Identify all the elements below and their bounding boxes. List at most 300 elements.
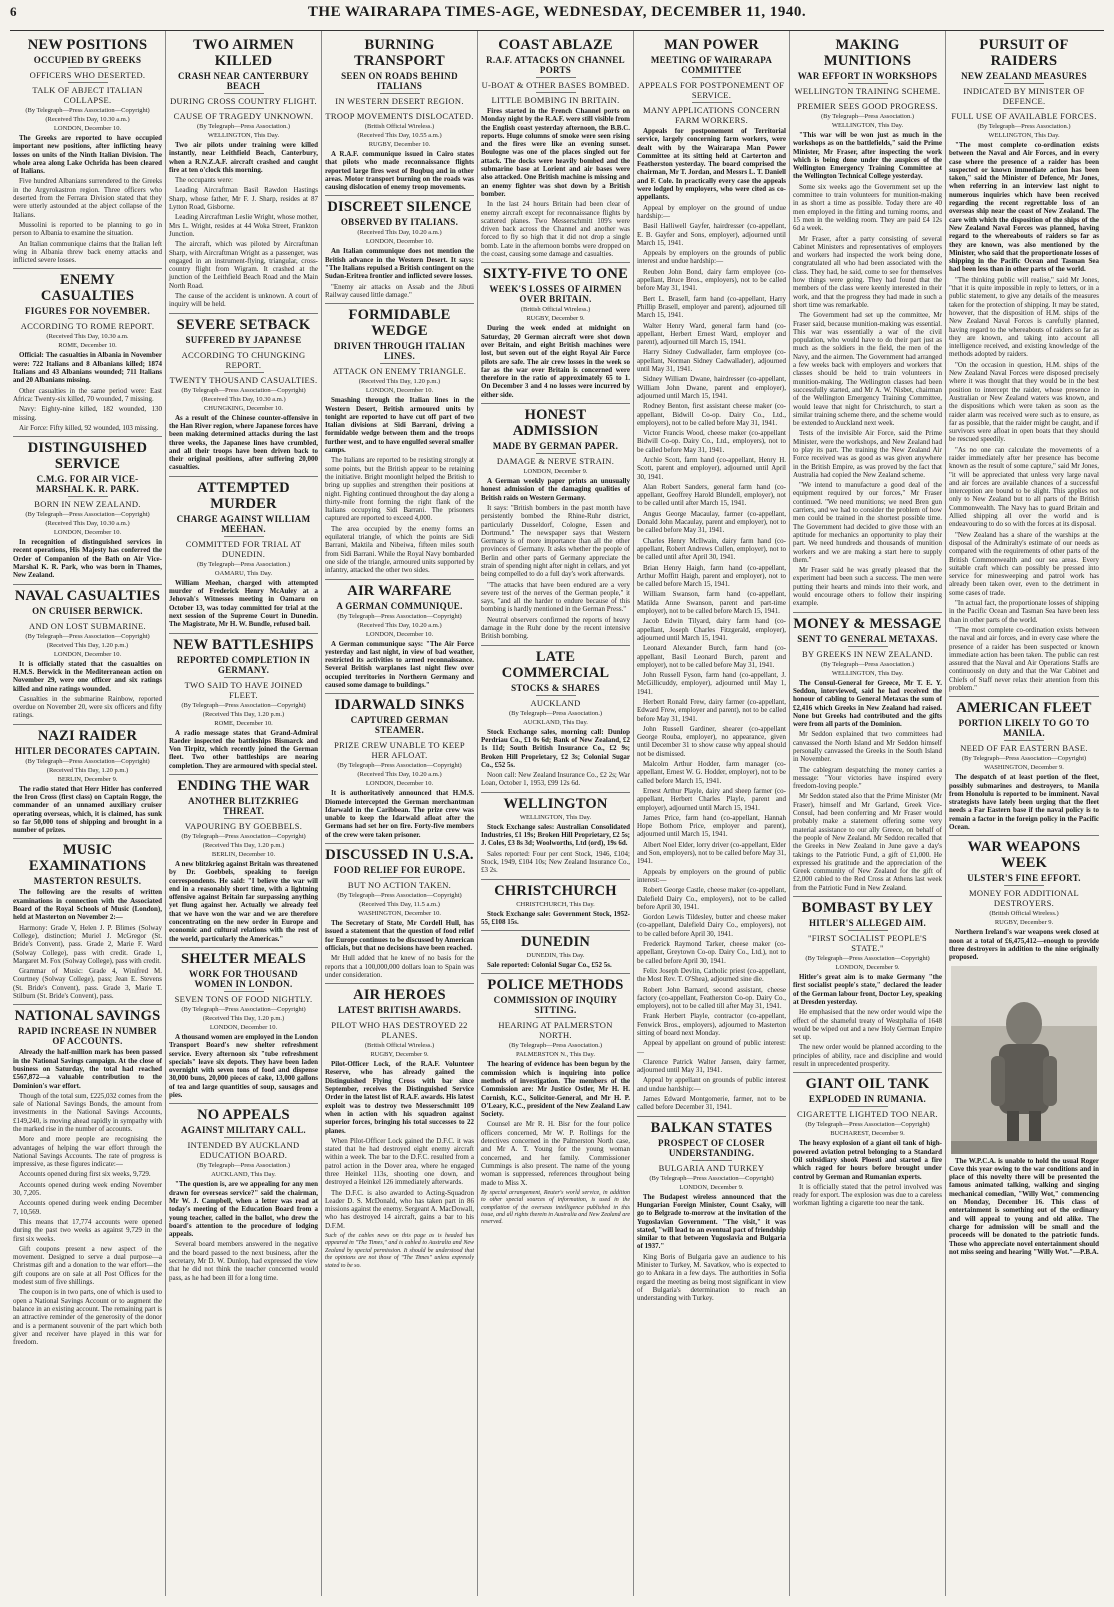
subhead-divider [1004,885,1044,886]
article-subhead: INTENDED BY AUCKLAND EDUCATION BOARD. [187,1140,300,1161]
portrait-photo [951,966,1097,1154]
article-headline: ATTEMPTED MURDER [169,476,318,512]
dateline: LONDON, December 10. [53,125,122,132]
dateline: (By Telegraph—Press Association.) [196,560,291,568]
article-paragraph: In the last 24 hours Britain had been clear of enemy aircraft except for reconnaissance flights by scattered planes. Two Messerschmitt 109's were driven back across the Channel and another was forced to fly so high that it did not drop a single bomb. Late in the afternoon bombs were dropped on the coast, causing some damage and casualties. [481,200,630,259]
article-paragraph: Harmony: Grade V, Helen J. P. Blimes (Solway College), distinction; Muriel J. McGregor (St. Bride's Convent), pass. Grade 2, Marie F. Ward (Solway College), pass with credit. Grade 1, Margaret M. Fox (Solway College), pass with credit. [13,923,162,965]
article-paragraph: "This war will be won just as much in the workshops as on the battlefields," said the Prime Minister, Mr Fraser, after inspecting the work which is being done under the auspices of the Wellington Emergency Training Committee at the Wellington Technical College yesterday. [793,131,942,181]
article-subhead: PREMIER SEES GOOD PROGRESS. [797,101,938,111]
article [13,1004,162,1346]
article-paragraph: William Swanson, farm hand (co-appellant, Matilda Anne Swanson, parent and part-time employer), not to be called before March 15, 1941. [637,590,786,616]
article-paragraph: King Boris of Bulgaria gave an audience to his Minister to Turkey, M. Savatkov, who is expected to go to Ankara in a few days. The authorities in Sofia regard the meeting as being most significant in view of Bulgaria's determination to reach an understanding with Turkey. [637,1252,786,1303]
article-subhead: FOOD RELIEF FOR EUROPE. [333,865,466,876]
article-paragraph: The following are the results of written examinations in connection with the Associated Board of the Royal Schools of Music (London), held at Masterton on November 2:— [13,888,162,922]
dateline: RUGBY, December 10. [368,141,431,148]
article-paragraph: Sales reported: Four per cent Stock, 1946, £104; Stock, 1949, £104 10s; New Zealand Insurance Co., £3 2s. [481,849,630,875]
article-paragraph: As a result of the Chinese counter-offensive in the Han River region, where Japanese forces have been making determined attacks during the last three weeks, the Japanese lines have crumbled, and all their troops have been driven back to their original positions, after suffering 20,000 casualties. [169,413,318,472]
article-subhead: VAPOURING BY GOEBBELS. [184,820,303,831]
article-subhead: SEEN ON ROADS BEHIND ITALIANS [341,71,458,91]
article-paragraph: Five hundred Albanians surrendered to the Greeks in the Argyrokastron region. Three officers who deserted from the Ferrara Division stated that they were utterly astounded at the abject collapse of the Italians. [13,177,162,219]
article [481,879,630,927]
article-paragraph: It is officially stated that the casualties on H.M.S. Berwick in the Mediterranean action on November 29, were one officer and six ratings killed and nine ratings wounded. [13,659,162,693]
article-paragraph: Two air pilots under training were killed instantly, near Leithfield Beach, Canterbury, when a R.N.Z.A.F. aircraft crashed and caught fire at ten o'clock this morning. [169,141,318,174]
article-paragraph: He emphasised that the new order would wipe the effect of the shameful treaty of Westphalia of 1648 would be wiped out and a new Holy German Empire set up. [793,1008,942,1042]
subhead-divider [380,737,420,738]
article-subhead: ANOTHER BLITZKRIEG THREAT. [188,795,299,816]
article [793,1072,942,1207]
article-subhead: AUCKLAND [530,697,581,708]
dateline: WASHINGTON, December 10. [358,910,441,918]
dateline: BERLIN, December 9. [57,775,118,783]
dateline: (By Telegraph—Press Association—Copyright) [805,1121,930,1129]
article-subhead: LATEST BRITISH AWARDS. [337,1005,462,1016]
dateline: LONDON, December 9. [835,964,900,972]
article-subhead: SUFFERED BY JAPANESE [185,334,302,345]
subhead-divider [848,646,888,647]
article-paragraph: Gordon Lewis Tildesley, butter and cheese maker (co-appellant, Dalefield Dairy Co., employers), not to be called before April 30, 1941. [637,913,786,938]
article-subhead: OCCUPIED BY GREEKS [33,55,142,65]
article-headline: SEVERE SETBACK [169,313,318,333]
article-headline: AIR WARFARE [325,579,474,599]
article [13,268,162,432]
column-3 [322,31,478,1596]
subhead-divider [536,695,576,696]
article-subhead: STOCKS & SHARES [511,682,600,693]
article-subhead: ON CRUISER BERWICK. [32,605,143,616]
dateline: WASHINGTON, December 9. [984,764,1064,772]
article-paragraph: John Russell Fyson, farm hand (co-appellant, J. McGillicuddy, employer), adjourned until May 1, 1941. [637,671,786,696]
article-paragraph: Stock Exchange sales: Australian Consolidated Industries, £1 19s; Broken Hill Proprietary, £2 5s; J. Coles, £3 8s 3d; Woolworths, Ltd (ord), 19s 6d. [481,822,630,848]
article-subhead: MEETING OF WAIRARAPA COMMITTEE [650,55,773,75]
article [637,1116,786,1303]
article [949,696,1099,831]
dateline: (By Telegraph—Press Association.) [196,123,291,130]
article-paragraph: This means that 17,774 accounts were opened during the past two weeks as against 9,729 in the first six weeks. [13,1217,162,1243]
article-paragraph: The Budapest wireless announced that the Hungarian Foreign Minister, Count Csaky, will go to Belgrade to-morrow at the invitation of the Yugoslavian Government. "The visit," it was stated, "will lead to an eventual pact of friendship similar to that between Yugoslavia and Bulgaria of 1937." [637,1192,786,1251]
article-subhead: TWO SAID TO HAVE JOINED FLEET. [184,679,303,700]
dateline: (Received This Day, 1.20 p.m.) [202,841,285,849]
article-headline: AMERICAN FLEET [949,696,1099,716]
article-subhead: NEW ZEALAND MEASURES [961,71,1087,81]
article-subhead: BORN IN NEW ZEALAND. [34,499,141,510]
article [325,983,474,1270]
dateline: WELLINGTON, This Day. [988,132,1060,139]
article-paragraph: Angus George Macaulay, farmer (co-appellant, Donald John Macaulay, parent and employer), not to be called before May 31, 1941. [637,509,786,535]
article-paragraph: Already the half-million mark has been passed in the National Savings campaign. At the close of business on Saturday, the total had reached £567,872—a valuable contribution to the Dominion's war effort. [13,1048,162,1090]
dateline: LONDON, December 10. [53,650,122,658]
page-number: 6 [10,4,17,19]
article-headline: TWO AIRMEN KILLED [193,37,294,69]
subhead-divider [224,372,264,373]
article-headline: BURNING TRANSPORT [354,37,445,69]
article-headline: NATIONAL SAVINGS [13,1004,162,1024]
article-paragraph: Charles Henry McIlwain, dairy farm hand (co-appellant, Robert Andrews Cullen, employer), not to be called until after April 30, 1941. [637,536,786,562]
dateline: (Received This Day, 10.20 a.m.) [357,229,442,237]
dateline: (Received This Day, 1.20 p.m.) [358,378,441,386]
article-paragraph: The D.F.C. is also awarded to Acting-Squadron Leader D. S. McDonald, who has taken part in 86 missions against the enemy. Sergeant A. MacDowall, who has destroyed 14 aircraft, gains a bar to his D.F.M. [325,1188,474,1230]
article-subhead: WORK FOR THOUSAND WOMEN IN LONDON. [189,968,298,989]
dateline: OAMARU, This Day. [214,569,273,577]
article [949,835,1099,961]
article-paragraph: Robert John Barnard, second assistant, cheese factory (co-appellant, Featherston Co-op. Dairy Co., employers), not to be called till after May 31, 1941. [637,985,786,1011]
column-2 [166,31,322,1596]
article-subhead: MANY APPLICATIONS CONCERN FARM WORKERS. [642,105,781,125]
article-headline: IDARWALD SINKS [325,693,474,713]
subhead-divider [68,618,108,619]
dateline: LONDON, December 10. [365,387,434,395]
article-subhead: LITTLE BOMBING IN BRITAIN. [491,95,620,105]
article [325,843,474,979]
article-paragraph: Albert Noel Elder, lorry driver (co-appellant, Elder and Son, employers), not to be called before May 31, 1941. [637,840,786,866]
article-paragraph: "On the occasion in question, H.M. ships of the New Zealand Naval Forces were disposed precisely where it was thought that they would be in the best position to intercept the raider, whose presence in Australian or New Zealand waters was known, and the dispositions which were taken as soon as the raider alarm was received were such as to ensure, as far as possible, that the raider might be caught, and if survivors were afloat in open boats that they should be rescued speedily. [949,360,1099,444]
dateline: LONDON, December 10. [53,529,122,537]
column-footnote: By special arrangement, Reuter's world service, in addition to other special sources of information, is used in the compilation of the overseas intelligence published in this issue, and all rights therein in Australia and New Zealand are reserved. [481,1189,630,1226]
article-paragraph: Mr Fraser, after a party consisting of several Cabinet Ministers and representatives of employers and workers had inspected the work being done, congratulated all who had been associated with the class. They had, he said, come to see for themselves how things were going. They had found that the members of the class were keenly interested in their work, and that the progress they had made in such a short time was remarkable. [793,234,942,309]
article-subhead: HITLER'S ALLEGED AIM. [808,918,927,929]
dateline: WELLINGTON, This Day. [207,132,280,139]
dateline: (By Telegraph—Press Association.) [196,1162,291,1170]
subhead-divider [692,77,732,78]
article-paragraph: Official: The casualties in Albania in November were: 722 Italians and 8 Albanians killed; 1874 Italians and 43 Albanians wounded; 711 Italians and 20 Albanians missing. [13,351,162,385]
article-headline: DISTINGUISHED SERVICE [13,436,162,472]
article-paragraph: It is authoritatively announced that H.M.S. Diomede intercepted the German merchantman Idarwald in the Caribbean. The prize crew was unable to keep the Idarwald afloat after the Germans had set her on fire. Forty-five members of the crew were taken prisoner. [325,789,474,839]
article [325,693,474,839]
article [481,792,630,875]
article-subhead: ACCORDING TO ROME REPORT. [20,321,155,332]
subhead-divider [692,1160,732,1161]
article-paragraph: "The question is, are we appealing for any men drawn for overseas service?" said the chairman, Mr W. J. Campbell, when a letter was read at today's meeting of the Education Board from a young teacher, called in the ballot, who drew the board's attention to the procedure of lodging appeals. [169,1180,318,1239]
article-subhead: BY GREEKS IN NEW ZEALAND. [802,648,933,659]
article-paragraph: The Government had set up the committee, Mr Fraser said, because munition-making was essential. This war was essentially a war of the civil population, who would have to do their part just as much as the soldiers in the field, the men of the Navy, and the airmen. The Government had arranged a few weeks back with employers and workers that classes should be held to train volunteers in munition-making. The Wellington classes had been successfully started, and Mr A. W. Nisbet, chairman of the Wellington Emergency Training Committee, would leave that night for Christchurch, to start a similar training scheme there, and the scheme would be extended to Auckland next week. [793,311,942,428]
article [13,436,162,579]
portrait-photo-image [951,966,1097,1154]
article-paragraph: Navy: Eighty-nine killed, 182 wounded, 130 missing. [13,405,162,422]
article-headline: SIXTY-FIVE TO ONE [481,262,630,282]
article [481,403,630,641]
article-subhead: HEARING AT PALMERSTON NORTH. [498,1020,613,1041]
article-paragraph: Though of the total sum, £225,032 comes from the sale of National Savings Bonds, the amount from investments in the National Savings Accounts, £149,240, is moving ahead rapidly in sympathy with the marked rise in the number of accounts. [13,1091,162,1133]
article-paragraph: Sale reported: Colonial Sugar Co., £52 5s. [487,961,612,970]
article-subhead: BULGARIA AND TURKEY [658,1162,765,1173]
dateline: LONDON, December 10. [365,780,434,788]
article-paragraph: Northern Ireland's war weapons week closed at noon at a total of £6,475,412—enough to provide three destroyers in addition to the nine originally proposed. [949,928,1099,962]
subhead-divider [224,1137,264,1138]
article-paragraph: "As no one can calculate the movements of a raider immediately after her presence has become known as the result of some capture," said Mr Jones, "it will be appreciated that unless very large naval and air forces are available chances of a successful interception are bound to be slight. This applies not only to New Zealand but to all parts of the British Commonwealth. The Navy has to guard Britain and Allied shipping all over the world and is endeavouring to do so with the forces at its disposal. [949,445,1099,529]
article-paragraph: Accounts opened during week ending December 7, 10,569. [13,1199,162,1216]
article-paragraph: Appeals by employers on the ground of public interest:— [637,867,786,884]
article-subhead: ACCORDING TO CHUNGKING REPORT. [181,349,306,370]
subhead-divider [848,1106,888,1107]
article-paragraph: Hitler's great aim is to make Germany "the first socialist people's state," declared the leader of the German labour front, Doctor Ley, speaking at Dresden yesterday. [793,973,942,1006]
article-paragraph: The coupon is in two parts, one of which is used to open a National Savings Account or to augment the balance in an existing account. The remaining part is an attractive reminder of the generosity of the donor and is a permanent souvenir of the part which both giver and receiver have played in this war for freedom. [13,1288,162,1347]
subhead-divider [1004,83,1044,84]
article-headline: GIANT OIL TANK [793,1072,942,1092]
article-subhead: APPEALS FOR POSTPONEMENT OF SERVICE. [638,80,785,100]
article-paragraph: When Pilot-Officer Lock gained the D.F.C. it was stated that he had destroyed eight enemy aircraft within a week. The bar to the D.F.C. resulted from a patrol action in the Dover area, where he engaged three Heinkel 113s, shooting one down, and destroyed a Heinkel 126 immediately afterwards. [325,1136,474,1187]
article-headline: CHRISTCHURCH [481,879,630,899]
article-paragraph: "Enemy air attacks on Assab and the Jibuti Railway caused little damage." [325,282,474,299]
dateline: (Received This Day, 10.30 a.m. [46,333,129,341]
article-headline: MAN POWER [664,37,759,53]
article-paragraph: More and more people are recognising the advantages of helping the war effort through the National Savings Accounts. The rate of progress is impressive, as these figures indicate:— [13,1135,162,1169]
column-7 [946,31,1102,1596]
article-paragraph: A new blitzkrieg against Britain was threatened by Dr. Goebbels, speaking to foreign correspondents. He said: "I believe the war will end in a reasonably short time, with a lightning offensive against Britain far surpassing anything yet flung against her. Actually we already feel that we have won the war and we are therefore concentrating on the new order in Europe and economic and cultural relations with the rest of the world, particularly the Americas." [169,859,318,943]
article-paragraph: Appeals by employers on the grounds of public interest and undue hardship:— [637,249,786,266]
article [169,476,318,629]
article-paragraph: The cause of the accident is unknown. A court of inquiry will be held. [169,292,318,309]
dateline: (By Telegraph—Press Association—Copyright) [181,1005,306,1013]
article-paragraph: During the week ended at midnight on Saturday, 20 German aircraft were shot down over Britain, and eight British machines were lost, but seven out of the eight Royal Air Force pilots are safe. The air crew losses in the week so far as the war over Britain is concerned were therefore in the ratio of approximately 65 to 1. On December 3 and 4 no losses were incurred by either side. [481,324,630,399]
article-paragraph: Pilot-Officer Lock, of the R.A.F. Volunteer Reserve, who has already gained the Distinguished Flying Cross with bar since September, receives the Distinguished Service Order in the latest list of R.A.F. awards. His latest exploit was to destroy two Messerschmitt 109 when in action with his squadron against superior forces, bringing his total successes to 22 planes. [325,1060,474,1135]
article [949,966,1099,1257]
dateline: (By Telegraph—Press Association—Copyright) [25,632,150,640]
article [325,195,474,299]
dateline: (Received This Day, 10.20 a.m.) [357,621,442,629]
article-paragraph: John Russell Gardiner, shearer (co-appellant George Rouba, employer), no appearance, given until December 31 to show cause why appeal should not be dismissed. [637,724,786,758]
subhead-divider [380,93,420,94]
article-paragraph: Sidney William Dwane, hairdresser (co-appellant, William John Dwane, parent and employer), adjourned until March 15, 1941. [637,375,786,400]
article-subhead: WEEK'S LOSSES OF AIRMEN OVER BRITAIN. [489,284,622,305]
article-paragraph: Malcolm Arthur Hodder, farm manager (co-appellant, Ernest W. G. Hodder, employer), not to be called before March 15, 1941. [637,760,786,785]
dateline: LONDON, December 9. [523,468,588,476]
article-paragraph: Smashing through the Italian lines in the Western Desert, British armoured units by tonight are reported to have cut off part of two Italian divisions at Sidi Barrani, driving a formidable wedge between them and the troops further west, and to have engulfed several smaller camps. [325,396,474,455]
dateline: ROME, December 10. [214,719,273,727]
article-paragraph: Stock Exchange sale: Government Stock, 1952-55, £108 15s. [481,909,630,926]
article [481,645,630,788]
article [169,313,318,472]
article-headline: DISCREET SILENCE [325,195,474,215]
article-headline: NAZI RAIDER [13,724,162,744]
article-subhead: WELLINGTON TRAINING SCHEME. [794,86,941,96]
article-subhead: PROSPECT OF CLOSER UNDERSTANDING. [658,1137,765,1158]
article-subhead: PILOT WHO HAS DESTROYED 22 PLANES. [331,1020,468,1041]
column-4 [478,31,634,1596]
article-subhead: REPORTED COMPLETION IN GERMANY. [176,654,311,675]
subhead-divider [536,453,576,454]
article-paragraph: Mr Hull added that he knew of no basis for the reports that a 100,000,000 dollars loan to Spain was under consideration. [325,954,474,979]
article-subhead: DRIVEN THROUGH ITALIAN LINES. [333,341,466,362]
subhead-divider [536,77,576,78]
article-paragraph: Alan Robert Sanders, general farm hand (co-appellant, Geoffrey Harold Blundell, employer), not to be called until after March 15, 1941. [637,482,786,508]
article-subhead: FULL USE OF AVAILABLE FORCES. [951,111,1097,121]
dateline: (Received This Day, 10.20 a.m.) [357,771,442,779]
article-paragraph: Basil Halliwell Gayfer, hairdresser (co-appellant, E. B. Gayfer and Sons, employer), adjourned until March 15, 1941. [637,222,786,247]
article-paragraph: Victor Francis Wood, cheese maker (co-appellant Bidwill Co-op. Dairy Co., Ltd., employers), not to be called before May 31, 1941. [637,429,786,454]
dateline: (By Telegraph—Press Association.) [820,660,915,668]
article-subhead: OBSERVED BY ITALIANS. [340,217,459,228]
dateline: LONDON, December 10. [365,238,434,246]
article [949,37,1099,692]
column-footnote: Such of the cables news on this page as is headed has appeared in "The Times," and is cabled to Australia and New Zealand by special permission. It should be understood that the opinions are not those of "The Times" unless expressly stated to be so. [325,1233,474,1269]
article-paragraph: William Meehan, charged with attempted murder of Frederick Henry McAuley at a Jehovah's Witnesses meeting in Oamaru on October 13, was today committed for trial at the next session of the Supreme Court in Dunedin. The Magistrate, Mr H. W. Bundle, refused bail. [169,578,318,629]
subhead-divider [224,677,264,678]
column-6 [790,31,946,1596]
article-paragraph: Harry Sidney Cudwallader, farm employee (co-appellant, Norman Sidney Cadwallader), adjourned until May 31, 1941. [637,348,786,374]
article-subhead: CIGARETTE LIGHTED TOO NEAR. [797,1109,938,1120]
column-1 [10,31,166,1596]
article-paragraph: Frederick Raymond Tarker, cheese maker (co-appellant, Greytown Co-op. Dairy Co., Ltd.), not to be called before April 30, 1941. [637,940,786,965]
article [13,584,162,720]
article-paragraph: Mr Seddon explained that two committees had canvassed the North Island and Mr Seddon himself personally canvassed the Greeks in the South Island in November. [793,730,942,764]
article-paragraph: Leading Aircraftman Basil Rawdon Hastings Sharp, whose father, Mr F. J. Sharp, resides at 87 Lytton Road, Gisborne. [169,186,318,212]
article-headline: COAST ABLAZE [498,37,613,53]
subhead-divider [848,98,888,99]
article-paragraph: Noon call: New Zealand Insurance Co., £2 2s; War Loan, October 1, 1953, £99 12s 6d. [481,771,630,788]
article-paragraph: The hearing of evidence has been begun by the commission which is inquiring into police methods of investigation. The members of the Commission are: Mr Justice Ostler, Mr H. H. Cornish, K.C., Solicitor-General, and Mr H. P. O'Leary, K.C., president of the New Zealand Law Society. [481,1060,630,1119]
article-headline: POLICE METHODS [481,973,630,993]
article-paragraph: The Consul-General for Greece, Mr T. E. Y. Seddon, interviewed, said he had received the honour of cabling to General Metaxas the sum of £2,416 which Greeks in New Zealand had raised. None but Greeks had contributed and the gifts were from all parts of the Dominion. [793,678,942,729]
article-paragraph: The despatch of at least portion of the fleet, possibly submarines and destroyers, to Manila from Honolulu is reported to be imminent. Naval strategists have lately been urging that the fleet needs a Far Eastern base if the naval policy is to remain a factor in the foreign policy in the Pacific Ocean. [949,773,1099,832]
dateline: (By Telegraph—Press Association.) [508,1042,603,1050]
dateline: LONDON, December 9. [679,1183,744,1191]
article-paragraph: Gift coupons present a new aspect of the movement. Designed to serve a dual purpose—a Christmas gift and a donation to the war effort—the gift coupons are on sale at all Post Offices for the modest sum of five shillings. [13,1244,162,1287]
article [325,579,474,690]
dateline: RUGBY, December 9. [526,315,585,323]
columns-container [10,31,1104,1596]
article-paragraph: Bert L. Brasell, farm hand (co-appellant, Harry Phillip Brasell, employer and parent), adjourned till March 15, 1941. [637,294,786,320]
article-subhead: TALK OF ABJECT ITALIAN COLLAPSE. [32,85,143,105]
article-subhead: MASTERTON RESULTS. [33,876,142,887]
article-paragraph: Leonard Alexander Burch, farm hand (co-appellant, Basil Leonard Burch, parent and employer), not to be called before May 31, 1941. [637,644,786,669]
dateline: WELLINGTON, This Day. [519,813,592,821]
article-subhead: A GERMAN COMMUNIQUE. [336,600,463,611]
dateline: (Received This Day, 1.20 p.m.) [46,641,129,649]
article-headline: FORMIDABLE WEDGE [325,303,474,339]
dateline: (By Telegraph—Press Association—Copyright) [649,1174,774,1182]
subhead-divider [380,108,420,109]
article-subhead: ULSTER'S FINE EFFORT. [967,873,1081,884]
dateline: CHRISTCHURCH, This Day. [516,900,595,908]
article-paragraph: Appeal by employer on the ground of undue hardship:— [637,203,786,220]
article-paragraph: Counsel are Mr R. H. Bisr for the four police officers concerned, Mr W. P. Rollings for the detectives concerned in the Palmerston North case, and Mr A. T. Young for the young woman concerned, and her family. Commissioner Cummings is also present. The name of the young woman is suppressed, references throughout being made to Miss X. [481,1120,630,1187]
article-subhead: SEVEN TONS OF FOOD NIGHTLY. [174,993,313,1004]
article-paragraph: "In actual fact, the proportionate losses of shipping in the Pacific Ocean and Tasman Sea have been less than in other parts of the world. [949,599,1099,624]
dateline: (British Official Wireless.) [520,306,591,314]
article-subhead: COMMITTED FOR TRIAL AT DUNEDIN. [185,538,302,559]
dateline: (By Telegraph—Press Association—Copyright) [805,955,930,963]
article-paragraph: Mr Seddon stated also that the Prime Minister (Mr Fraser), himself and Mr Garland, Greek Vice-Consul, had been conferring and Mr Fraser would probably make a statement offering some very material assistance to our ally Greece, on behalf of the people of New Zealand. Mr Seddon recalled that the Greeks in New Zealand in June gave a day's takings to the Patriotic Fund, a gift of £1,000. He expressed his gratitude and the appreciation of the Greek community of New Zealand for the gift of £2,000 cabled to the Red Cross at Athens last week from the Patriotic Fund in New Zealand. [793,792,942,892]
article-paragraph: Other casualties in the same period were: East Africa: Twenty-six killed, 70 wounded, 7 missing. [13,386,162,403]
article-paragraph: "New Zealand has a share of the warships at the disposal of the Admiralty's estimate of our needs as compared with the requirements of other parts of the British Commonwealth and our sea areas. Every suitable craft which can possibly be pressed into service for minesweeping and patrol work has already been taken over, even to the detriment in some cases of trade. [949,530,1099,597]
article-subhead: R.A.F. ATTACKS ON CHANNEL PORTS [486,55,625,75]
article-headline: NO APPEALS [169,1103,318,1123]
article-headline: ENDING THE WAR [169,774,318,794]
article [481,262,630,399]
article-subhead: BUT NO ACTION TAKEN. [347,880,452,891]
dateline: ROME, December 10. [58,342,117,350]
article-paragraph: Appeals for postponement of Territorial service, largely concerning farm workers, were dealt with by the Wairarapa Man Power Committee at its sitting held at Carterton and Featherston yesterday. The board comprised the chairman, Mr T. Jordan, and Messrs L. T. Daniell and F. Cole. In practically every case the appeals were lodged by employers, who were cited as co-appellants. [637,127,786,202]
article-subhead: HITLER DECORATES CAPTAIN. [15,745,160,756]
article-headline: LATE COMMERCIAL [481,645,630,681]
subhead-divider [380,1017,420,1018]
article-headline: AIR HEROES [325,983,474,1003]
article-subhead: U-BOAT & OTHER BASES BOMBED. [481,80,630,90]
dateline: (By Telegraph—Press Association.) [977,123,1071,130]
article-paragraph: Rodney Benton, first assistant cheese maker (co-appellant, Bidwill Co-op. Dairy Co., Ltd., employers), not to be called before May 31, 1941. [637,402,786,427]
article [793,896,942,1068]
dateline: AUCKLAND, This Day. [211,1171,276,1179]
article-paragraph: "We intend to manufacture a good deal of the equipment required by our forces," Mr Fraser continued. "We need munitions; we need Bren gun carriers, and we had to consider the problem of how men could be trained in the shortest possible time. The Government had decided to give those with an aptitude for mechanics an opportunity to play their part. We need hundreds and thousands of munition workers and we are making a start here to supply them." [793,481,942,564]
dateline: (Received This Day, 10.30 a.m.) [45,520,130,528]
subhead-divider [1004,108,1044,109]
article-headline: MUSIC EXAMINATIONS [13,838,162,874]
article-paragraph: Ernest Arthur Playle, dairy and sheep farmer (co-appellant, Herbert Charles Playle, parent and employer), adjourned until March 15, 1941. [637,786,786,812]
article-paragraph: The area occupied by the enemy forms an equilateral triangle, of which the points are Sidi Barrani, Maktila and Nibeiwa, fifteen miles south from Sidi Barrani. While the Royal Navy bombarded one side of the triangle, armoured units supported by infantry, attacked the other two sides. [325,524,474,575]
article-headline: PURSUIT OF RAIDERS [979,37,1069,69]
article [169,633,318,770]
article-paragraph: Some six weeks ago the Government set up the committee to train volunteers for munition-making in as short a time as possible. Today there are 40 men employed in the fitting and turning rooms, and 15 men in the welding room. They are paid £4 12s 6d a week. [793,182,942,233]
dateline: (By Telegraph—Press Association—Copyright) [961,755,1087,763]
article-paragraph: Herbert Ronald Frew, dairy farmer (co-appellant, Edward Frew, employer and parent), not to be called before May 31, 1941. [637,698,786,723]
article-headline: WAR WEAPONS WEEK [949,835,1099,871]
article-subhead: CRASH NEAR CANTERBURY BEACH [178,71,309,91]
subhead-divider [536,92,576,93]
dateline: (By Telegraph—Press Association—Copyright) [181,701,306,709]
dateline: (British Official Wireless.) [989,910,1059,918]
article-paragraph: In recognition of distinguished services in recent operations, His Majesty has conferred the Order of Companion of the Bath on Air Vice-Marshal K. R. Park, who was born in Thames, New Zealand. [13,538,162,580]
dateline: RUGBY, December 9. [994,919,1054,927]
dateline: (By Telegraph—Press Association—Copyright) [25,511,150,519]
newspaper-title: THE WAIRARAPA TIMES-AGE, WEDNESDAY, DECEMBER 11, 1940. [307,4,807,20]
article-headline: NEW POSITIONS [27,37,148,53]
dateline: WELLINGTON, This Day. [831,669,904,677]
article-paragraph: It is officially stated that the petrol involved was ready for export. The explosion was due to a careless workman lighting a cigarette too near the tank. [793,1182,942,1208]
article-paragraph: "The most complete co-ordination exists between the naval and air forces, and in every case where the presence of a raider has been suspected or known immediate action has been taken. The public can rest assured that the Naval and Air Operations Staffs are continuously on duty and that the War Cabinet and Chiefs of Staff never relax their attention from this problem." [949,625,1099,692]
article-paragraph: Appeal by appellant on grounds of public interest and undue hardship:— [637,1076,786,1093]
dateline: CHUNGKING, December 10. [203,404,284,412]
subhead-divider [68,318,108,319]
dateline: WELLINGTON, This Day. [831,122,904,129]
dateline: (Received This Day, 10.30 a.m.) [45,116,130,123]
dateline: (British Official Wireless.) [364,1042,435,1050]
dateline: (By Telegraph—Press Association.) [508,709,603,717]
article-paragraph: A thousand women are employed in the London Transport Board's new shelter refreshment service. Every afternoon six "tube refreshment specials" leave six depots. They have been laden overnight with seven tons of food and dispense 30,000 buns, 20,000 pieces of cake, 13,000 gallons of tea and large quantities of soup, sausages and pies. [169,1032,318,1100]
article-subhead: NEED OF FAR EASTERN BASE. [960,743,1088,754]
article-headline: HONEST ADMISSION [481,403,630,439]
article-headline: NAVAL CASUALTIES [13,584,162,604]
article-subhead: INDICATED BY MINISTER OF DEFENCE. [963,86,1085,106]
article-paragraph: The heavy explosion of a giant oil tank of high-powered aviation petrol belonging to a Standard Oil subsidiary shook Ploesti and started a fire which raged for hours before brought under control by German and Rumanian experts. [793,1139,942,1181]
article-paragraph: "The most complete co-ordination exists between the Naval and Air Forces, and in every case where the presence of a raider has been suspected or known immediate action has been taken," said the Minister of Defence, Mr Jones, when referring in an interview last night to numerous inquiries which have been received regarding the recent regrettable loss of an overseas ship near the coast of New Zealand. The care with which the disposition of the ships of the New Zealand Naval Forces was planned, having regard to the whereabouts of raiders so far as they are known, was also mentioned by the Minister, who said that the proportionate losses of shipping in the Pacific Ocean and Tasman Sea had been less than in other parts of the world. [949,141,1099,274]
article-headline: NEW BATTLESHIPS [169,633,318,653]
article-paragraph: Stock Exchange sales, morning call: Dunlop Perdriau Co., £1 0s 6d; Bank of New Zealand, £2 1s 11d; South British Insurance Co., £2 9s; Broken Hill Proprietary, £2 3s; Colonial Sugar Co., £52 5s. [481,727,630,769]
dateline: BERLIN, December 10. [211,850,276,858]
article-paragraph: Leading Aircraftman Leslie Wright, whose mother, Mrs L. Wright, resides at 44 Woka Street, Frankton Junction. [169,213,318,238]
article-subhead: ATTACK ON ENEMY TRIANGLE. [332,366,467,377]
dateline: (By Telegraph—Press Association—Copyright) [25,107,150,114]
article-paragraph: A German communique says: "The Air Force yesterday and last night, in view of bad weather, restricted its activities to armed reconnaissance. Several British warplanes last night flew over occupied territories in Northern Germany and caused some damage to buildings." [325,639,474,689]
article-paragraph: The Italians are reported to be resisting strongly at some points, but the British appear to be retaining the initiative. Bright moonlight helped the British to bring up supplies and strengthen their positions at night. Fighting continued throughout the day along a thirty-mile front forming the right flank of the Italians occupying Sidi Barrani. The prisoners captured are reported to exceed 4,000. [325,456,474,523]
article-paragraph: James Price, farm hand (co-appellant, Hannah Hope Bothom Price, employer and parent), adjourned until March 15, 1941. [637,813,786,839]
dateline: LONDON, December 10. [209,1023,278,1031]
dateline: (Received This Day, 1.20 p.m.) [202,1014,285,1022]
article-headline: DISCUSSED IN U.S.A. [325,843,474,863]
subhead-divider [224,818,264,819]
subhead-divider [380,877,420,878]
article-subhead: WAR EFFORT IN WORKSHOPS [797,71,938,81]
dateline: (By Telegraph—Press Association—Copyright) [25,757,150,765]
article-paragraph: Accounts opened during first six weeks, 9,729. [19,1170,151,1179]
article-paragraph: A German weekly paper prints an unusually honest admission of the damaging qualities of British raids on Western Germany. [481,477,630,502]
article-subhead: FIGURES FOR NOVEMBER. [24,306,151,317]
article-paragraph: Casualties in the submarine Rainbow, reported overdue on November 20, were six officers and fifty ratings. [13,694,162,720]
article-subhead: COMMISSION OF INQUIRY SITTING. [493,995,618,1016]
article-headline: MONEY & MESSAGE [793,612,942,632]
article-paragraph: Air Force: Fifty killed, 92 wounded, 103 missing. [19,423,159,432]
subhead-divider [536,1017,576,1018]
article-paragraph: Several board members answered in the negative and the board passed to the next business, after the secretary, Mr D. W. Dunlop, had expressed the view that he did not think the teacher concerned would pass, as he had been ill for a long time. [169,1240,318,1282]
article [325,37,474,191]
